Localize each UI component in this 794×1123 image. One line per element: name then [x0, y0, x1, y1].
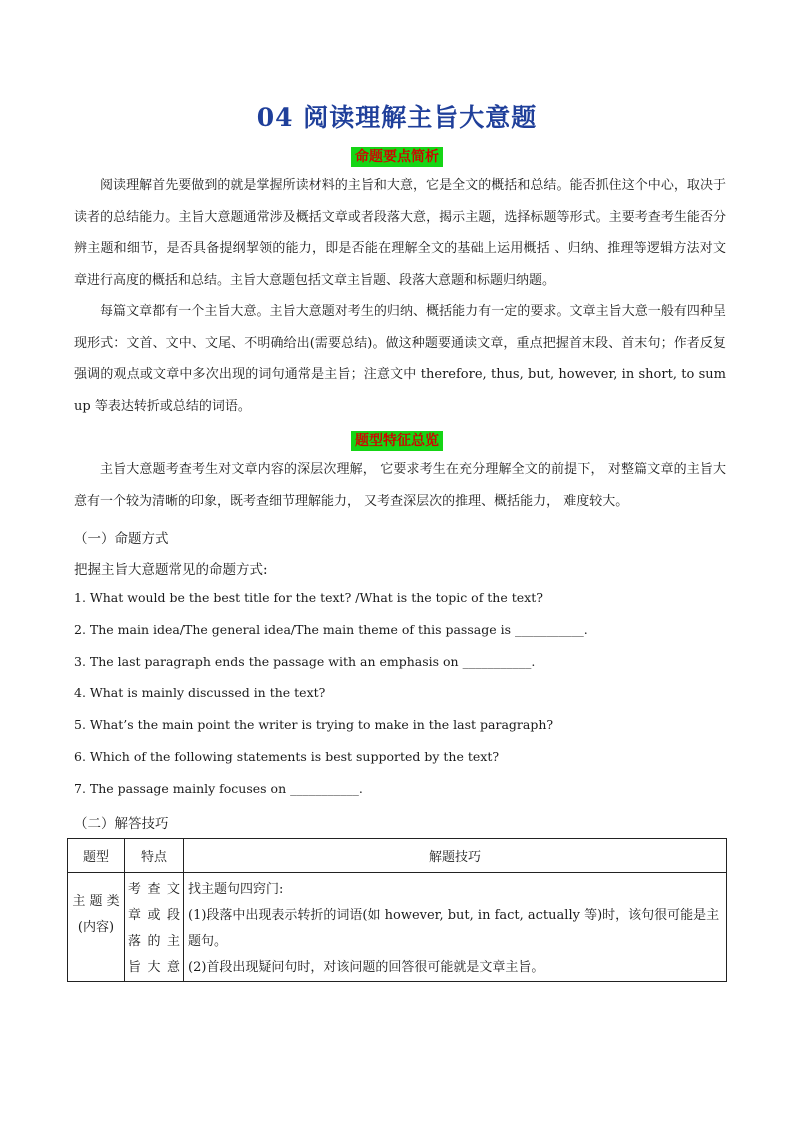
paragraph-forms: 每篇文章都有一个主旨大意。主旨大意题对考生的归纳、概括能力有一定的要求。文章主旨大意一般有四种呈现形式：文首、文中、文尾、不明确给出(需要总结)。做这种题要通读文章，重点把握首末段、首末句；作者反复强调的观点或文章中多次出现的词句通常是主旨；注意文中 therefore, thus, but, however, in short, to sum up 等表达转折或总结的词语。	[74, 304, 726, 414]
cell-feature: 考 查 文 章 或 段 落 的 主 旨大意	[125, 873, 184, 982]
table-header-row	[68, 839, 727, 873]
cell-type: 主 题 类(内容)	[68, 873, 125, 982]
paragraph-overview: 主旨大意题考查考生对文章内容的深层次理解， 它要求考生在充分理解全文的前提下， 对整篇文章的主旨大意有一个较为清晰的印象，既考查细节理解能力， 又考查深层次的推理、概括能力， 难度较大。	[74, 462, 726, 509]
tip-item: (1)段落中出现表示转折的词语(如 however, but, in fact, actually 等)时，该句很可能是主题句。	[188, 908, 720, 949]
tip-heading: 找主题句四窍门:	[188, 882, 284, 897]
tips-table	[67, 838, 727, 982]
section-tag-label: 命题要点简析	[351, 147, 443, 167]
question-item: 2. The main idea/The general idea/The main theme of this passage is ___________.	[74, 622, 588, 637]
header-tips: 解题技巧	[184, 839, 727, 873]
heading-question-forms: （一）命题方式	[74, 531, 169, 547]
question-item: 5. What’s the main point the writer is trying to make in the last paragraph?	[74, 717, 554, 732]
section-tag-overview	[0, 430, 794, 450]
page-title: 04 阅读理解主旨大意题	[256, 103, 538, 132]
intro-line: 把握主旨大意题常见的命题方式:	[74, 562, 268, 578]
heading-solving-tips: （二）解答技巧	[74, 816, 169, 832]
question-item: 6. Which of the following statements is best supported by the text?	[74, 749, 500, 764]
question-item: 7. The passage mainly focuses on ___________.	[74, 781, 363, 796]
header-type: 题型	[68, 839, 125, 873]
cell-tips	[184, 873, 727, 982]
question-item: 3. The last paragraph ends the passage with an emphasis on ___________.	[74, 654, 536, 669]
section-tag-label: 题型特征总览	[351, 431, 443, 451]
question-item: 4. What is mainly discussed in the text?	[74, 685, 326, 700]
table-row	[68, 873, 727, 982]
question-item: 1. What would be the best title for the text? /What is the topic of the text?	[74, 590, 543, 605]
tip-item: (2)首段出现疑问句时，对该问题的回答很可能就是文章主旨。	[188, 960, 545, 975]
paragraph-intro: 阅读理解首先要做到的就是掌握所读材料的主旨和大意，它是全文的概括和总结。能否抓住这个中心，取决于读者的总结能力。主旨大意题通常涉及概括文章或者段落大意，揭示主题，选择标题等形式。主要考查考生能否分辨主题和细节，是否具备提纲挈领的能力，即是否能在理解全文的基础上运用概括 、归纳、推理等逻辑方法对文章进行高度的概括和总结。主旨大意题包括文章主旨题、段落大意题和标题归纳题。	[74, 178, 726, 288]
header-feature: 特点	[125, 839, 184, 873]
section-tag-key-points	[0, 146, 794, 166]
